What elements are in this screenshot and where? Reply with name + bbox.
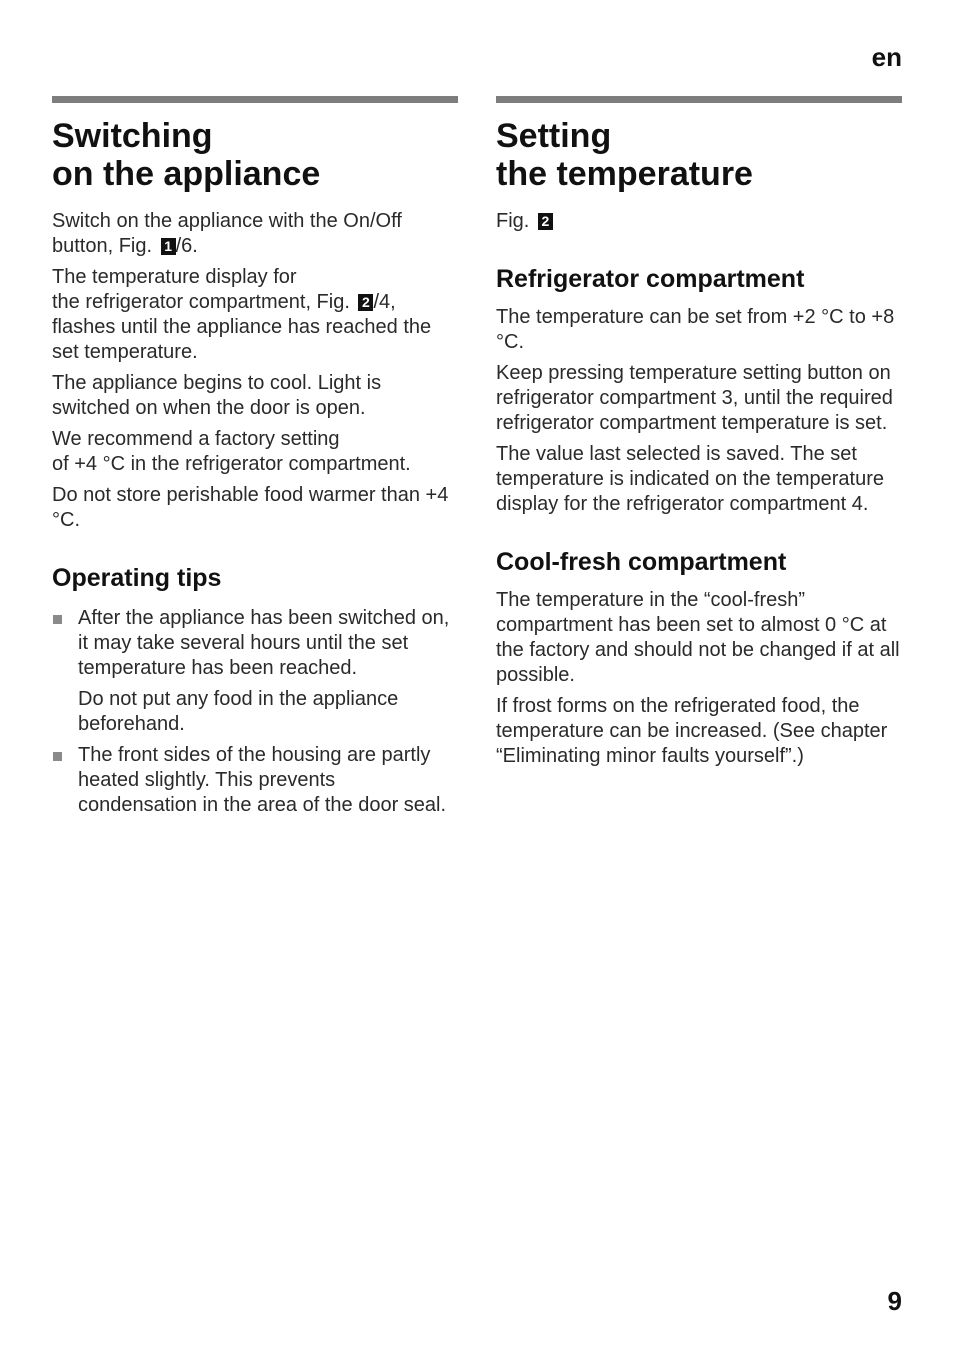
paragraph: If frost forms on the refrigerated food, the temperature can be increased. (See chapter “Eliminating minor faults yourself”.)	[496, 695, 888, 767]
figure-number-badge: 2	[538, 213, 553, 230]
subheading-refrigerator: Refrigerator compartment	[496, 265, 805, 293]
figure-number-badge: 1	[161, 238, 176, 255]
subheading-cool-fresh: Cool-fresh compartment	[496, 548, 787, 576]
section-rule	[52, 96, 458, 103]
paragraph-cooling: The appliance begins to cool. Light is switched on when the door is open.	[52, 372, 382, 419]
section-rule	[496, 96, 902, 103]
title-line: Setting	[496, 117, 612, 155]
title-line: the temperature	[496, 155, 753, 193]
subheading-operating-tips: Operating tips	[52, 564, 222, 592]
figure-number-badge: 2	[358, 294, 373, 311]
square-bullet-icon	[53, 615, 62, 624]
figure-reference: Fig. 2	[496, 209, 902, 234]
section-title	[496, 117, 902, 193]
section-setting-temperature	[496, 96, 902, 775]
paragraph: Keep pressing temperature setting button on refrigerator compartment 3, until the required refrigerator compartment temperature is set.	[496, 362, 893, 434]
list-item: The front sides of the housing are partly heated slightly. This prevents condensation in the area of the door seal.	[52, 743, 458, 818]
paragraph-on-off: Switch on the appliance with the On/Off button, Fig. 1 /6.	[52, 210, 402, 257]
tips-list	[52, 606, 458, 818]
section-switching-on	[52, 96, 458, 824]
language-label: en	[871, 42, 902, 72]
title-line: on the appliance	[52, 155, 321, 193]
section-title	[52, 117, 458, 193]
paragraph-temp-display: The temperature display for the refrigerator compartment, Fig. 2 /4, flashes until the appliance has reached the set temperature.	[52, 266, 432, 363]
list-item: After the appliance has been switched on, it may take several hours until the set temperature has been reached. Do not put any food in the appliance beforehand.	[52, 606, 458, 737]
paragraph-recommendation: We recommend a factory setting of +4 °C in the refrigerator compartment.	[52, 428, 411, 475]
title-line: Switching	[52, 117, 213, 155]
paragraph: The value last selected is saved. The set temperature is indicated on the temperature display for the refrigerator compartment 4.	[496, 443, 884, 515]
paragraph: The temperature can be set from +2 °C to +8 °C.	[496, 306, 895, 353]
paragraph-storage-warning: Do not store perishable food warmer than +4 °C.	[52, 484, 449, 531]
square-bullet-icon	[53, 752, 62, 761]
paragraph: The temperature in the “cool-fresh” compartment has been set to almost 0 °C at the factory and should not be changed if at all possible.	[496, 589, 900, 686]
page-number: 9	[887, 1286, 902, 1316]
